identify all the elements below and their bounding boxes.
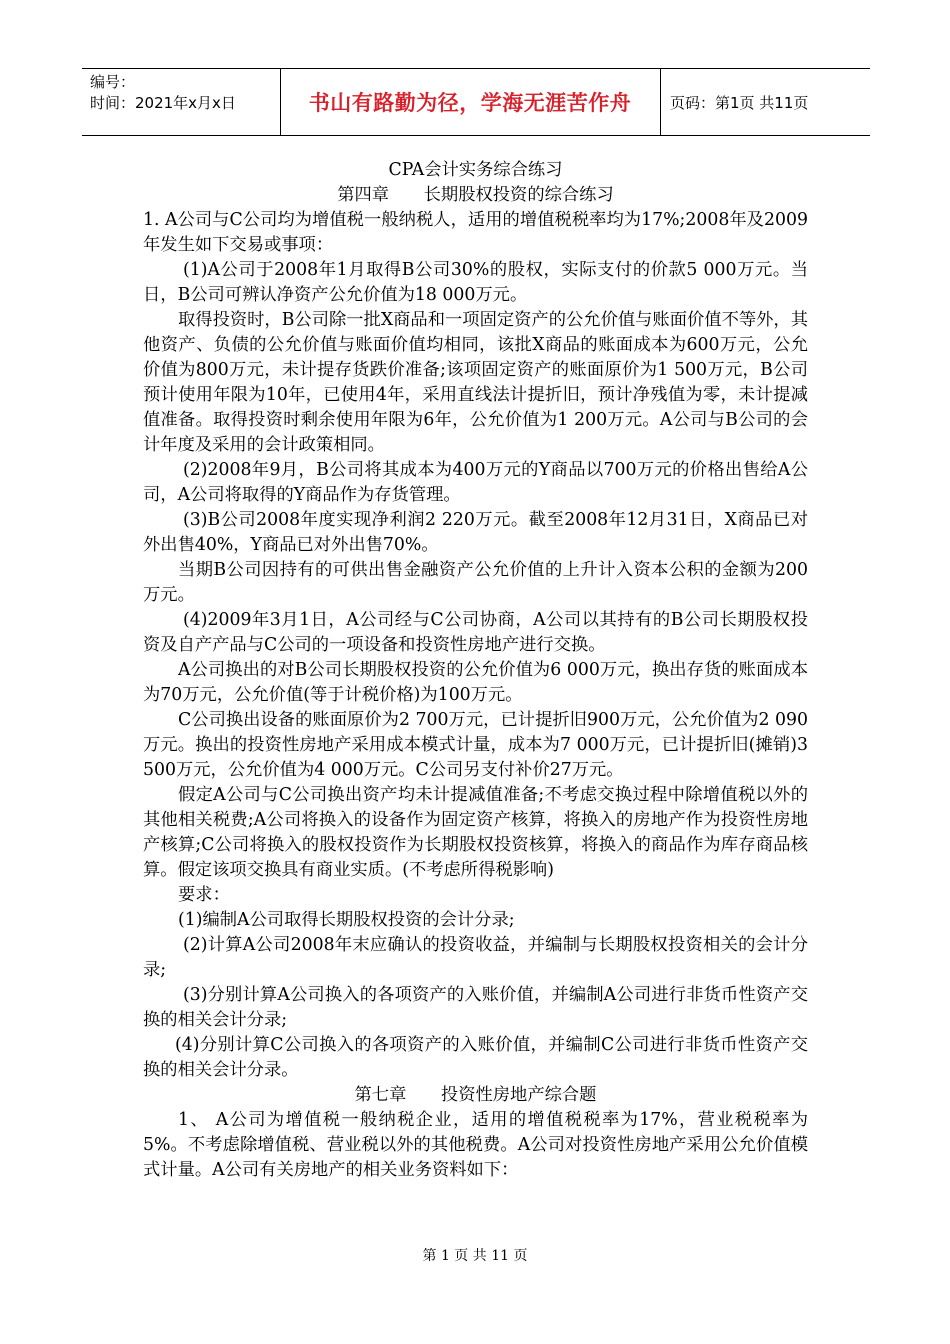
page-header	[82, 68, 870, 136]
requirement-item: (3)分别计算A公司换入的各项资产的入账价值，并编制A公司进行非货币性资产交换的相关会计分录;	[143, 985, 808, 1030]
paragraph: (2)2008年9月，B公司将其成本为400万元的Y商品以700万元的价格出售给A公司，A公司将取得的Y商品作为存货管理。	[143, 460, 808, 505]
header-bottom-rule	[82, 135, 870, 136]
paragraph: C公司换出设备的账面原价为2 700万元，已计提折旧900万元，公允价值为2 090万元。换出的投资性房地产采用成本模式计量，成本为7 000万元，已计提折旧(摊销)3 500万元，公允价值为4 000万元。C公司另支付补价27万元。	[143, 710, 808, 780]
header-meta	[90, 72, 280, 114]
paragraph: (1)A公司于2008年1月取得B公司30%的股权，实际支付的价款5 000万元。当日，B公司可辨认净资产公允价值为18 000万元。	[143, 260, 808, 305]
requirement-item: (4)分别计算C公司换入的各项资产的入账价值，并编制C公司进行非货币性资产交换的相关会计分录。	[143, 1035, 808, 1080]
chapter-heading: 第四章 长期股权投资的综合练习	[337, 185, 614, 205]
paragraph: 1. A公司与C公司均为增值税一般纳税人，适用的增值税税率均为17%;2008年及2009年发生如下交易或事项：	[143, 210, 808, 255]
paragraph: 1、 A公司为增值税一般纳税企业，适用的增值税税率为17%，营业税税率为5%。不考虑除增值税、营业税以外的其他税费。A公司对投资性房地产采用公允价值模式计量。A公司有关房地产的相关业务资料如下：	[143, 1110, 808, 1180]
requirements-label: 要求：	[178, 885, 230, 905]
document-body	[143, 158, 808, 1183]
chapter-heading: 第七章 投资性房地产综合题	[354, 1085, 597, 1105]
paragraph: 假定A公司与C公司换出资产均未计提减值准备;不考虑交换过程中除增值税以外的其他相关税费;A公司将换入的设备作为固定资产核算，将换入的房地产作为投资性房地产核算;C公司将换入的股权投资作为长期股权投资核算，将换入的商品作为库存商品核算。假定该项交换具有商业实质。(不考虑所得税影响)	[143, 785, 808, 880]
paragraph: (3)B公司2008年度实现净利润2 220万元。截至2008年12月31日，X商品已对外出售40%，Y商品已对外出售70%。	[143, 510, 808, 555]
header-motto: 书山有路勤为径，学海无涯苦作舟	[308, 91, 632, 115]
paragraph: A公司换出的对B公司长期股权投资的公允价值为6 000万元，换出存货的账面成本为70万元，公允价值(等于计税价格)为100万元。	[143, 660, 808, 705]
paragraph: (4)2009年3月1日，A公司经与C公司协商，A公司以其持有的B公司长期股权投资及自产产品与C公司的一项设备和投资性房地产进行交换。	[143, 610, 808, 655]
time-label: 时间：2021年x月x日	[90, 94, 236, 112]
header-divider	[660, 68, 661, 136]
requirement-item: (1)编制A公司取得长期股权投资的会计分录;	[178, 910, 515, 930]
number-label: 编号：	[90, 73, 136, 91]
paragraph: 当期B公司因持有的可供出售金融资产公允价值的上升计入资本公积的金额为200万元。	[143, 560, 808, 605]
header-page-info: 页码：第1页 共11页	[670, 93, 809, 112]
paragraph: 取得投资时，B公司除一批X商品和一项固定资产的公允价值与账面价值不等外，其他资产、负债的公允价值与账面价值均相同，该批X商品的账面成本为600万元，公允价值为800万元，未计提存货跌价准备;该项固定资产的账面原价为1 500万元，B公司预计使用年限为10年，已使用4年，采用直线法计提折旧，预计净残值为零，未计提减值准备。取得投资时剩余使用年限为6年，公允价值为1 200万元。A公司与B公司的会计年度及采用的会计政策相同。	[143, 310, 808, 455]
document-title: CPA会计实务综合练习	[388, 160, 563, 180]
page-footer: 第 1 页 共 11 页	[422, 1248, 528, 1264]
requirement-item: (2)计算A公司2008年末应确认的投资收益，并编制与长期股权投资相关的会计分录;	[143, 935, 808, 980]
